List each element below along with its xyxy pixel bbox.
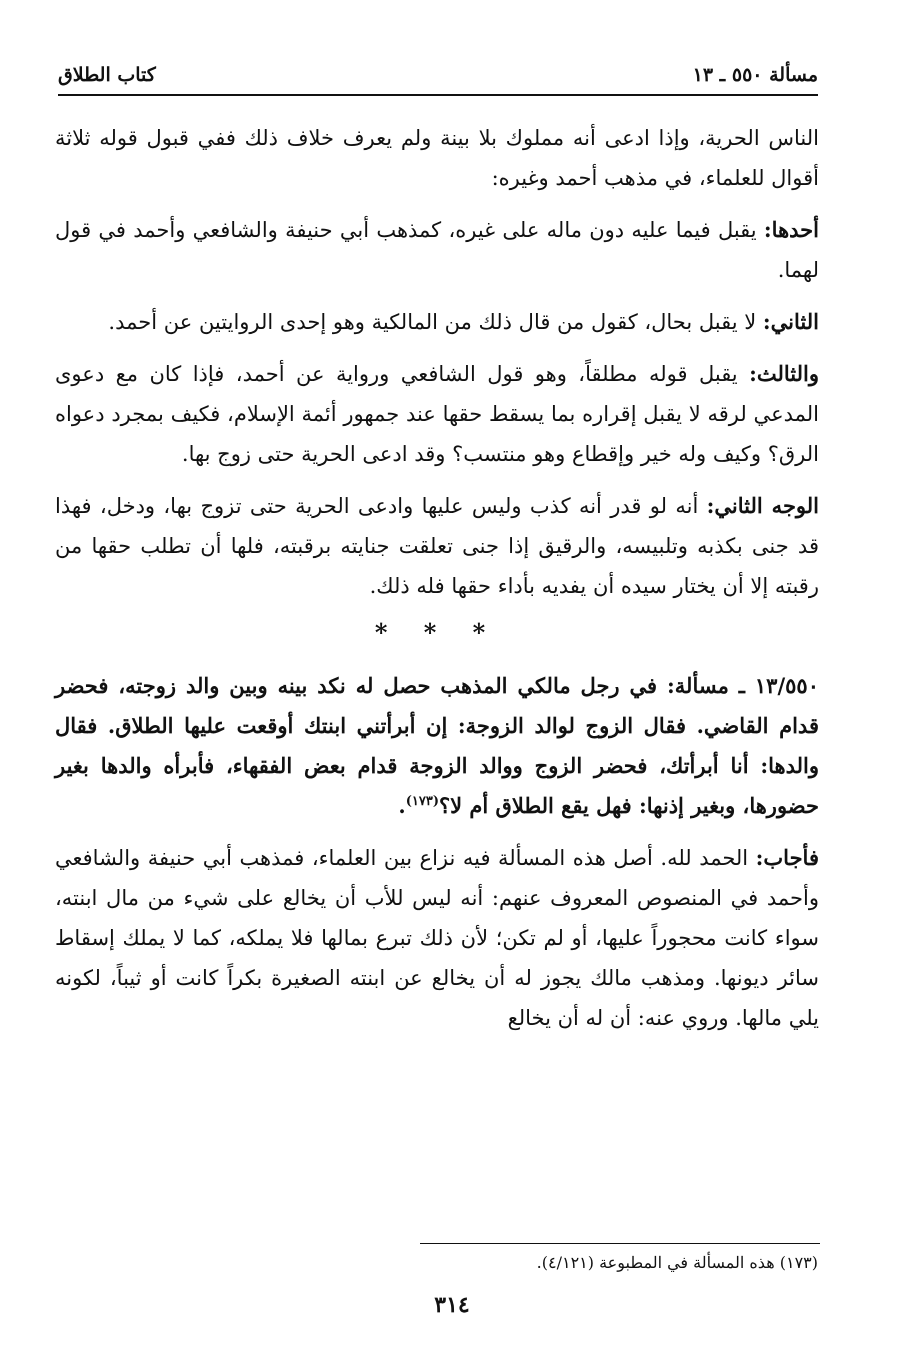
footnote-rule (420, 1243, 820, 1244)
question-text: في رجل مالكي المذهب حصل له نكد بينه وبين والد زوجته، فحضر قدام القاضي. فقال الزوج لوالد الزوجة: إن أبرأتني ابنتك أوقعت عليها الطلاق. فقال والدها: أنا أبرأتك، فحضر الزوج ووالد الزوجة قدام بعض الفقهاء، فأبرأه والدها بغير حضورها، وبغير إذنها: فهل يقع الطلاق أم لا؟ (55, 673, 819, 818)
paragraph-lead: والثالث: (749, 361, 819, 386)
header-issue-number: مسألة ٥٥٠ ـ ١٣ (692, 64, 818, 86)
footnote-reference: (١٧٣) (405, 794, 439, 809)
paragraph-text: أنه لو قدر أنه كذب وليس عليها وادعى الحرية حتى تزوج بها، ودخل، فهذا قد جنى بكذبه وتلبيسه، والرقيق إذا جنى تعلقت جنايته برقبته، فلها أن تطلب حقها من رقبته إلا أن يختار سيده أن يفديه بأداء حقها فله ذلك. (55, 494, 819, 598)
paragraph-lead: الوجه الثاني: (706, 493, 820, 518)
paragraph-lead: الثاني: (762, 309, 819, 334)
paragraph (55, 486, 819, 606)
question-lead: ١٣/٥٥٠ ـ مسألة: (667, 673, 819, 698)
paragraph (55, 118, 819, 198)
paragraph-text: الناس الحرية، وإذا ادعى أنه مملوك بلا بينة ولم يعرف خلاف ذلك ففي قبول قوله ثلاثة أقوال للعلماء، في مذهب أحمد وغيره: (55, 126, 819, 190)
answer-lead: فأجاب: (755, 845, 819, 870)
paragraph-text: يقبل فيما عليه دون ماله على غيره، كمذهب أبي حنيفة والشافعي وأحمد في قول لهما. (55, 218, 819, 282)
paragraph-text: لا يقبل بحال، كقول من قال ذلك من المالكية وهو إحدى الروايتين عن أحمد. (108, 310, 763, 334)
main-text (55, 118, 819, 1050)
footnote: (١٧٣) هذه المسألة في المطبوعة (٤/١٢١). (536, 1253, 818, 1272)
paragraph (55, 210, 819, 290)
header-rule (58, 94, 818, 96)
answer-text: الحمد لله. أصل هذه المسألة فيه نزاع بين العلماء، فمذهب أبي حنيفة والشافعي وأحمد في المنصوص المعروف عنهم: أنه ليس للأب أن يخالع على شيء من مال ابنته، سواء كانت محجوراً عليها، أو لم تكن؛ لأن ذلك تبرع بمالها فلا يملكه، كما لا يملك إسقاط سائر ديونها. ومذهب مالك يجوز له أن يخالع عن ابنته الصغيرة بكراً كانت أو ثيباً، لكونه يلي مالها. وروي عنه: أن له أن يخالع (55, 846, 819, 1030)
running-header (58, 60, 818, 90)
paragraph (55, 354, 819, 474)
question-paragraph: ١٣/٥٥٠ ـ مسألة: في رجل مالكي المذهب حصل له نكد بينه وبين والد زوجته، فحضر قدام القاضي. فقال الزوج لوالد الزوجة: إن أبرأتني ابنتك أوقعت عليها الطلاق. فقال والدها: أنا أبرأتك، فحضر الزوج ووالد الزوجة قدام بعض الفقهاء، فأبرأه والدها بغير حضورها، وبغير إذنها: فهل يقع الطلاق أم لا؟$^{(١٧٣)}$. (55, 673, 819, 818)
paragraph (55, 302, 819, 342)
section-separator: * * * (374, 618, 500, 647)
page-number: ٣١٤ (434, 1292, 470, 1318)
paragraph-text: يقبل قوله مطلقاً، وهو قول الشافعي ورواية عن أحمد، فإذا كان مع دعوى المدعي لرقه لا يقبل إقراره بما يسقط حقها عند جمهور أئمة الإسلام، فكيف بمجرد دعواه الرق؟ وكيف وله خير وإقطاع وهو منتسب؟ وقد ادعى الحرية حتى زوج بها. (55, 362, 819, 466)
answer-paragraph (55, 838, 819, 1038)
header-book-title: كتاب الطلاق (58, 64, 156, 86)
paragraph-lead: أحدها: (763, 217, 819, 242)
